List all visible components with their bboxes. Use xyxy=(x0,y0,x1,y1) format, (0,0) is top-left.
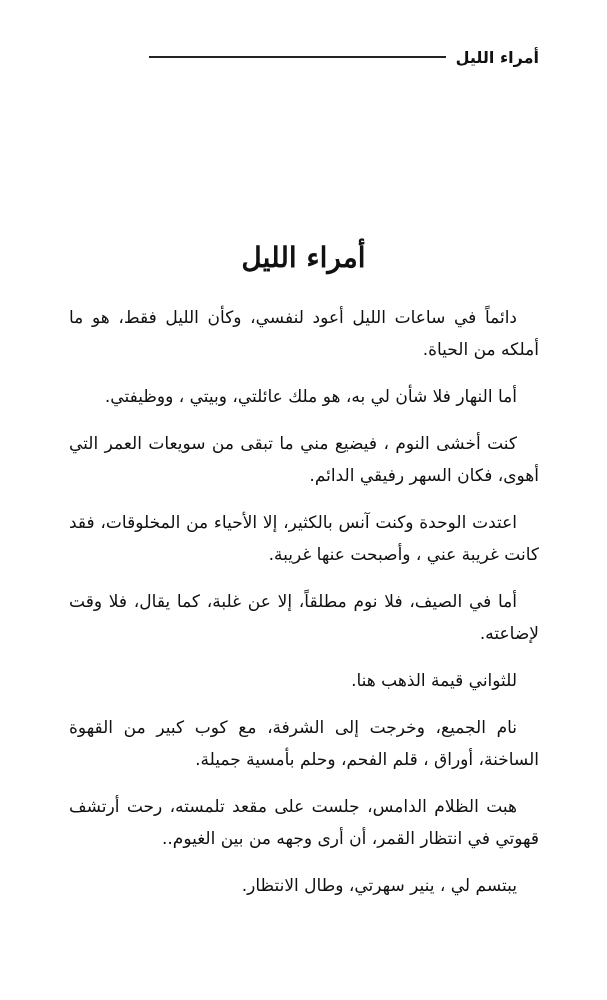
paragraph: أما النهار فلا شأن لي به، هو ملك عائلتي، وبيتي ، ووظيفتي. xyxy=(104,387,517,407)
paragraph: نام الجميع، وخرجت إلى الشرفة، مع كوب كبير من القهوة الساخنة، أوراق ، قلم الفحم، وحلم بأمسية جميلة. xyxy=(69,718,539,770)
chapter-title: أمراء الليل xyxy=(241,241,366,274)
running-header xyxy=(149,40,539,74)
running-header-title: أمراء الليل xyxy=(455,47,539,67)
chapter-body xyxy=(69,302,539,917)
paragraph: هبت الظلام الدامس، جلست على مقعد تلمسته، رحت أرتشف قهوتي في انتظار القمر، أن أرى وجهه من بين الغيوم.. xyxy=(69,797,539,849)
paragraph: يبتسم لي ، ينير سهرتي، وطال الانتظار. xyxy=(241,876,517,896)
paragraph: دائماً في ساعات الليل أعود لنفسي، وكأن الليل فقط، هو ما أملكه من الحياة. xyxy=(69,308,539,360)
paragraph: اعتدت الوحدة وكنت آنس بالكثير، إلا الأحياء من المخلوقات، فقد كانت غريبة عني ، وأصبحت عنها غريبة. xyxy=(69,513,539,565)
paragraph: للثواني قيمة الذهب هنا. xyxy=(351,671,517,691)
paragraph: كنت أخشى النوم ، فيضيع مني ما تبقى من سويعات العمر التي أهوى، فكان السهر رفيقي الدائم. xyxy=(69,434,539,486)
header-rule xyxy=(149,56,446,58)
paragraph: أما في الصيف، فلا نوم مطلقاً، إلا عن غلبة، كما يقال، فلا وقت لإضاعته. xyxy=(69,592,539,644)
